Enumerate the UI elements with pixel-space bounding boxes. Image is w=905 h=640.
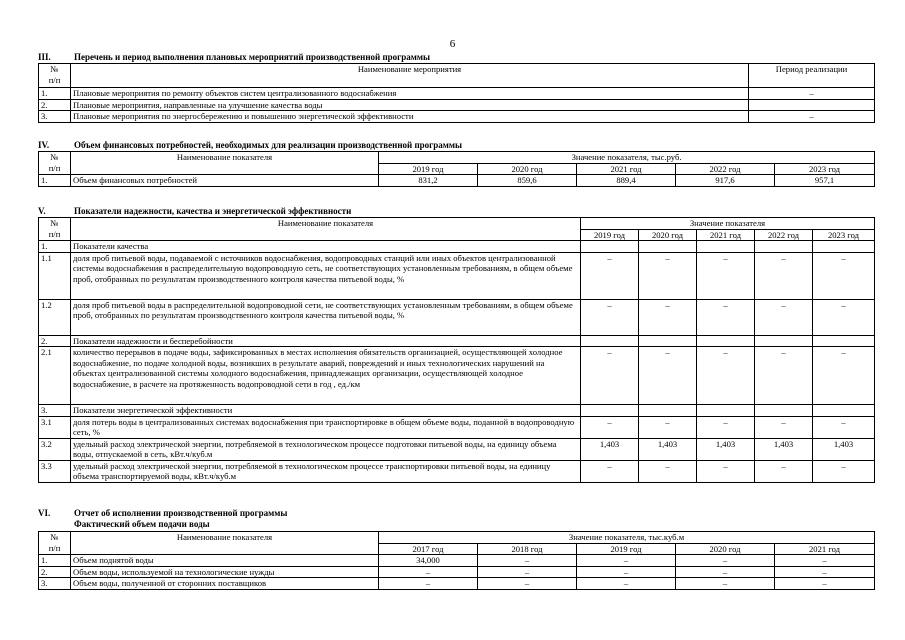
table-row [39,299,875,335]
section-iii-heading [38,52,430,62]
section-subtitle: Фактический объем подачи воды [74,519,210,529]
row-value: 831,2 [379,175,478,187]
row-value: 889,4 [577,175,676,187]
row-value: – [697,299,755,335]
header-no: № п/п [39,64,71,88]
row-name: Объем воды, полученной от сторонних поставщиков [71,578,379,590]
year-header: 2021 год [775,543,875,555]
row-name: Объем финансовых потребностей [71,175,379,187]
table-activities [38,63,875,123]
empty-cell [813,335,875,347]
row-name: Показатели надежности и бесперебойности [71,335,581,347]
row-value: 859,6 [478,175,577,187]
empty-cell [813,241,875,253]
row-value: – [755,252,813,299]
row-number: 3.2 [39,438,71,460]
row-value: – [755,347,813,405]
header-period: Период реализации [749,64,875,88]
section-number: IV. [38,140,50,150]
header-name: Наименование показателя [71,152,379,175]
row-name: Плановые мероприятия, направленные на улучшение качества воды [71,99,749,111]
year-header: 2018 год [478,543,577,555]
section-title: Объем финансовых потребностей, необходимых для реализации производственной программы [74,140,463,150]
section-vi-heading [38,508,287,518]
table-indicators [38,217,875,483]
row-number: 3.3 [39,460,71,482]
row-name: Показатели качества [71,241,581,253]
year-header: 2023 год [813,229,875,241]
row-value: – [697,347,755,405]
row-number: 3. [39,405,71,417]
year-header: 2020 год [676,543,775,555]
row-value: – [639,252,697,299]
header-name: Наименование показателя [71,218,581,241]
row-value: – [478,578,577,590]
table-row [39,347,875,405]
table-row [39,88,875,100]
row-name: Объем поднятой воды [71,555,379,567]
row-value: – [577,566,676,578]
row-value: – [755,460,813,482]
empty-cell [639,405,697,417]
section-title: Показатели надежности, качества и энергетической эффективности [74,206,352,216]
section-v-heading [38,206,351,216]
row-value: – [676,578,775,590]
header-value: Значение показателя [581,218,875,230]
section-title: Отчет об исполнении производственной программы [74,508,288,518]
row-value: – [379,566,478,578]
year-header: 2019 год [379,163,478,175]
year-header: 2021 год [697,229,755,241]
row-value: 34,000 [379,555,478,567]
row-value: – [639,416,697,438]
empty-cell [639,241,697,253]
row-number: 1. [39,555,71,567]
row-value: – [478,555,577,567]
table-row [39,460,875,482]
row-value: – [775,566,875,578]
empty-cell [813,405,875,417]
year-header: 2021 год [577,163,676,175]
row-value: – [577,555,676,567]
empty-cell [581,405,639,417]
empty-cell [697,241,755,253]
empty-cell [755,405,813,417]
row-value: – [577,578,676,590]
row-number: 1.2 [39,299,71,335]
row-value: – [676,566,775,578]
row-value: 917,6 [676,175,775,187]
year-header: 2023 год [775,163,875,175]
year-header: 2019 год [577,543,676,555]
row-name: удельный расход электрической энергии, потребляемой в технологическом процессе транспортировки питьевой воды, на единицу объема транспортируемой воды, кВт.ч/куб.м [71,460,581,482]
row-name: Плановые мероприятия по энергосбережению и повышению энергетической эффективности [71,111,749,123]
row-value: 957,1 [775,175,875,187]
group-row [39,405,875,417]
section-number: VI. [38,508,51,518]
header-name: Наименование мероприятия [71,64,749,88]
header-no: № п/п [39,532,71,555]
row-value: – [581,252,639,299]
table-row [39,566,875,578]
empty-cell [755,241,813,253]
table-row [39,555,875,567]
table-row [39,99,875,111]
year-header: 2020 год [478,163,577,175]
section-vi-subheading [38,519,210,529]
row-value: – [775,578,875,590]
row-value: – [581,416,639,438]
row-period: – [749,88,875,100]
row-value: – [639,347,697,405]
year-header: 2020 год [639,229,697,241]
row-value: – [581,347,639,405]
row-value: – [697,416,755,438]
group-row [39,335,875,347]
row-number: 1. [39,88,71,100]
row-value: 1,403 [639,438,697,460]
row-period: – [749,111,875,123]
row-name: количество перерывов в подаче воды, зафиксированных в местах исполнения обязательств организацией, осуществляющей холодное водоснабжение, по подаче холодной воды, возникших в результате аварий, повреждений и иных технологических нарушений на объектах централизованной системы холодного водоснабжения, принадлежащих организации, осуществляющей холодное водоснабжение, в расчете на протяженность водопроводной сети в год , ед./км [71,347,581,405]
table-row [39,111,875,123]
row-period [749,99,875,111]
row-value: – [813,416,875,438]
section-title: Перечень и период выполнения плановых мероприятий производственной программы [74,52,431,62]
empty-cell [697,405,755,417]
row-value: – [478,566,577,578]
row-number: 3. [39,111,71,123]
row-name: Плановые мероприятия по ремонту объектов систем централизованного водоснабжения [71,88,749,100]
row-name: Показатели энергетической эффективности [71,405,581,417]
year-header: 2022 год [755,229,813,241]
table-row [39,438,875,460]
table-row [39,175,875,187]
section-number: III. [38,52,51,62]
row-value: – [813,299,875,335]
year-header: 2019 год [581,229,639,241]
row-value: – [775,555,875,567]
row-value: – [755,416,813,438]
table-row [39,252,875,299]
empty-cell [639,335,697,347]
row-value: – [697,460,755,482]
row-name: Объем воды, используемой на технологические нужды [71,566,379,578]
header-name: Наименование показателя [71,532,379,555]
row-name: удельный расход электрической энергии, потребляемой в технологическом процессе подготовки питьевой воды, на единицу объема воды, отпускаемой в сеть, кВт.ч/куб.м [71,438,581,460]
row-value: 1,403 [581,438,639,460]
row-name: доля проб питьевой воды в распределительной водопроводной сети, не соответствующих установленным требованиям, в общем объеме проб, отобранных по результатам производственного контроля качества питьевой воды, % [71,299,581,335]
row-number: 1. [39,175,71,187]
row-value: – [581,460,639,482]
row-value: 1,403 [755,438,813,460]
year-header: 2017 год [379,543,478,555]
row-number: 2.1 [39,347,71,405]
year-header: 2022 год [676,163,775,175]
row-value: – [676,555,775,567]
row-name: доля проб питьевой воды, подаваемой с источников водоснабжения, водопроводных станций или иных объектов централизованной системы водоснабжения в распределительную водопроводную сеть, не соответствующих установленным требованиям, в общем объеме проб, отобранных по результатам производственного контроля качества питьевой воды, % [71,252,581,299]
header-value: Значение показателя, тыс.куб.м [379,532,875,544]
table-report [38,531,875,590]
row-value: – [639,460,697,482]
row-number: 1.1 [39,252,71,299]
row-number: 2. [39,335,71,347]
row-value: – [755,299,813,335]
row-value: 1,403 [697,438,755,460]
row-value: – [813,347,875,405]
header-value: Значение показателя, тыс.руб. [379,152,875,164]
row-value: – [813,460,875,482]
empty-cell [581,241,639,253]
section-number: V. [38,206,46,216]
empty-cell [697,335,755,347]
row-value: 1,403 [813,438,875,460]
header-no: № п/п [39,218,71,241]
row-name: доля потерь воды в централизованных системах водоснабжения при транспортировке в общем объеме воды, поданной в водопроводную сеть, % [71,416,581,438]
row-value: – [697,252,755,299]
empty-cell [581,335,639,347]
header-no: № п/п [39,152,71,175]
table-finance [38,151,875,187]
row-number: 2. [39,566,71,578]
row-value: – [581,299,639,335]
empty-cell [755,335,813,347]
page-number: 6 [449,38,456,50]
section-iv-heading [38,140,462,150]
row-value: – [379,578,478,590]
row-number: 3. [39,578,71,590]
table-row [39,578,875,590]
group-row [39,241,875,253]
row-number: 3.1 [39,416,71,438]
row-number: 1. [39,241,71,253]
row-number: 2. [39,99,71,111]
row-value: – [639,299,697,335]
row-value: – [813,252,875,299]
table-row [39,416,875,438]
